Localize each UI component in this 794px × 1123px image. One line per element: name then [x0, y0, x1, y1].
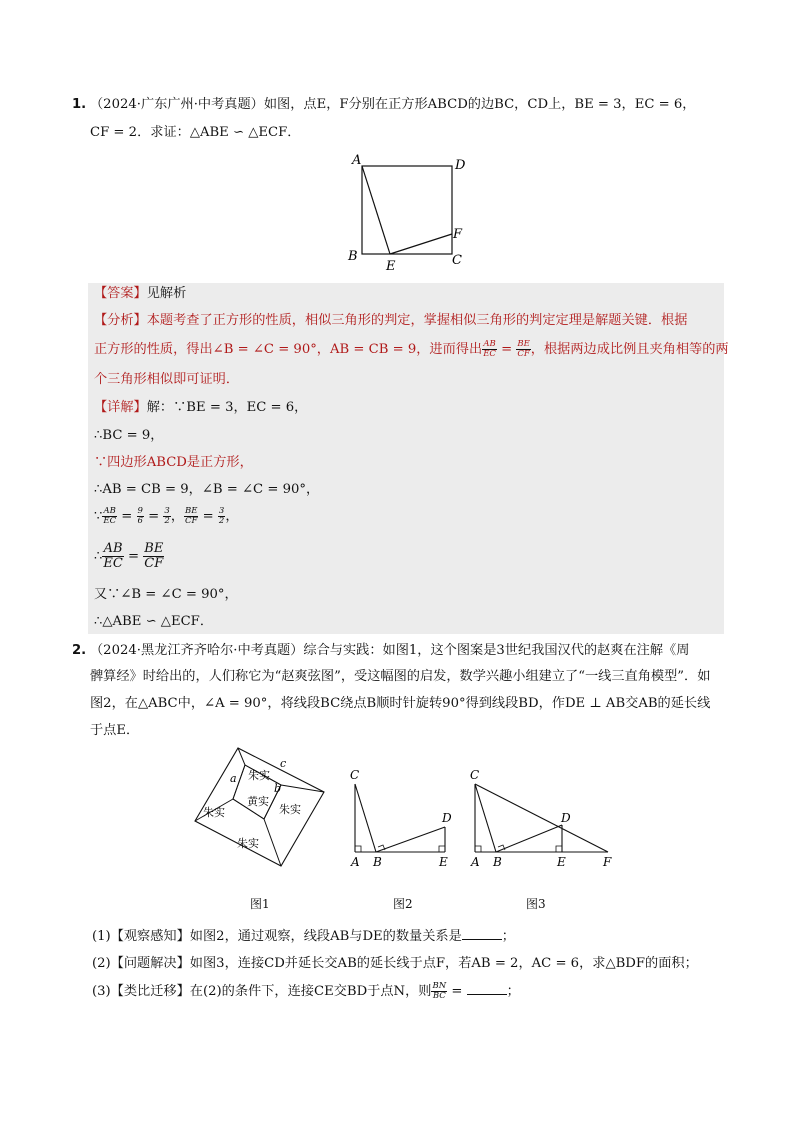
q1-label-D: D [455, 158, 466, 173]
fig2-label-E: E [439, 855, 448, 869]
fig1-label-c: c [280, 757, 287, 770]
sub1-answer-blank[interactable] [462, 927, 502, 940]
caption-fig2: 图2 [393, 897, 413, 911]
q1-detail-line1: 【详解】解：∵BE = 3，EC = 6， [94, 400, 308, 415]
fig2-label-A: A [351, 855, 360, 869]
q2-sub1: (1)【观察感知】如图2，通过观察，线段AB与DE的数量关系是 ； [92, 929, 515, 944]
fig1-zhushi-left: 朱实 [203, 806, 225, 819]
sub3-answer-blank[interactable] [467, 982, 507, 995]
fig3-label-A: A [471, 855, 480, 869]
fig2-label-C: C [350, 768, 360, 782]
q1-number: 1. [72, 97, 87, 112]
fig1-zhushi-bottom: 朱实 [237, 837, 259, 850]
q2-figure3 [465, 762, 625, 872]
fig3-label-C: C [470, 768, 480, 782]
q1-label-B: B [348, 249, 358, 264]
caption-fig3: 图3 [526, 897, 546, 911]
q2-number: 2. [72, 643, 87, 658]
fig1-label-b: b [274, 782, 282, 795]
fig3-label-F: F [603, 855, 612, 869]
caption-fig1: 图1 [250, 897, 270, 911]
q1-detail-line7: 又∵∠B = ∠C = 90°， [94, 587, 238, 602]
fig1-zhushi-top: 朱实 [248, 769, 270, 782]
q1-square-figure [340, 148, 480, 273]
q1-detail-line2: ∴BC = 9， [94, 428, 164, 443]
fig3-label-E: E [557, 855, 566, 869]
fig2-label-D: D [442, 811, 452, 825]
fig3-label-D: D [561, 811, 571, 825]
fig2-label-B: B [373, 855, 382, 869]
q1-label-A: A [352, 153, 362, 168]
q2-sub2: (2)【问题解决】如图3，连接CD并延长交AB的延长线于点F，若AB = 2，AC = 6，求△BDF的面积； [92, 956, 698, 971]
fig3-label-B: B [493, 855, 502, 869]
analysis-frac-be-cf: $\frac{BE}{CF}$ [517, 339, 530, 359]
q1-answer: 【答案】见解析 [94, 286, 187, 301]
q1-detail-line5: ∵ $\frac{AB}{EC}$ = $\frac{9}{6}$ = $\frac{3}{2}$ ， $\frac{BE}{CF}$ = $\frac{3}{2}$ ， [94, 506, 239, 526]
q1-analysis-line1: 【分析】本题考查了正方形的性质，相似三角形的判定，掌握相似三角形的判定定理是解题关键．根据 [94, 313, 688, 328]
fig1-zhushi-right: 朱实 [279, 803, 301, 816]
q1-detail-line6: ∴ $\frac{AB}{EC}$ = $\frac{BE}{CF}$ [94, 541, 164, 571]
q2-stem-line4: 于点E． [90, 723, 140, 738]
q2-figure1-zhaoshuang [190, 745, 330, 870]
q2-figure2 [345, 762, 465, 872]
q2-sub3: (3)【类比迁移】在(2)的条件下，连接CE交BD于点N，则 $\frac{BN}{BC}$ = ； [92, 981, 520, 1001]
fig1-label-a: a [230, 772, 237, 785]
q2-stem-line2: 髀算经》时给出的，人们称它为“赵爽弦图”，受这幅图的启发，数学兴趣小组建立了“一线三直角模型”．如 [90, 669, 711, 684]
q1-detail-line8: ∴△ABE ∽ △ECF． [94, 614, 214, 629]
q1-detail-line4: ∴AB = CB = 9，∠B = ∠C = 90°， [94, 482, 320, 497]
analysis-frac-ab-ec: $\frac{AB}{EC}$ [483, 339, 496, 359]
q1-label-F: F [453, 227, 463, 242]
q2-stem-line1: （2024·黑龙江齐齐哈尔·中考真题）综合与实践：如图1，这个图案是3世纪我国汉代的赵爽在注解《周 [90, 643, 690, 658]
q1-label-C: C [452, 253, 462, 268]
q2-stem-line3: 图2，在△ABC中，∠A = 90°，将线段BC绕点B顺时针旋转90°得到线段BD，作DE ⊥ AB交AB的延长线 [90, 696, 711, 711]
q1-analysis-line3: 个三角形相似即可证明． [94, 372, 240, 387]
q1-stem-line1: （2024·广东广州·中考真题）如图，点E，F分别在正方形ABCD的边BC，CD上，BE = 3，EC = 6， [90, 97, 696, 112]
q1-detail-line3: ∵四边形ABCD是正方形， [94, 455, 253, 470]
q1-analysis-line2: 正方形的性质，得出∠B = ∠C = 90°，AB = CB = 9，进而得出 $\frac{AB}{EC}$ = $\frac{BE}{CF}$ ，根据两边成比例且夹角相等的两 [94, 339, 729, 359]
fig1-huangshi: 黄实 [247, 795, 269, 808]
q1-stem-line2: CF = 2．求证：△ABE ∽ △ECF． [90, 125, 301, 140]
q1-label-E: E [386, 259, 396, 273]
